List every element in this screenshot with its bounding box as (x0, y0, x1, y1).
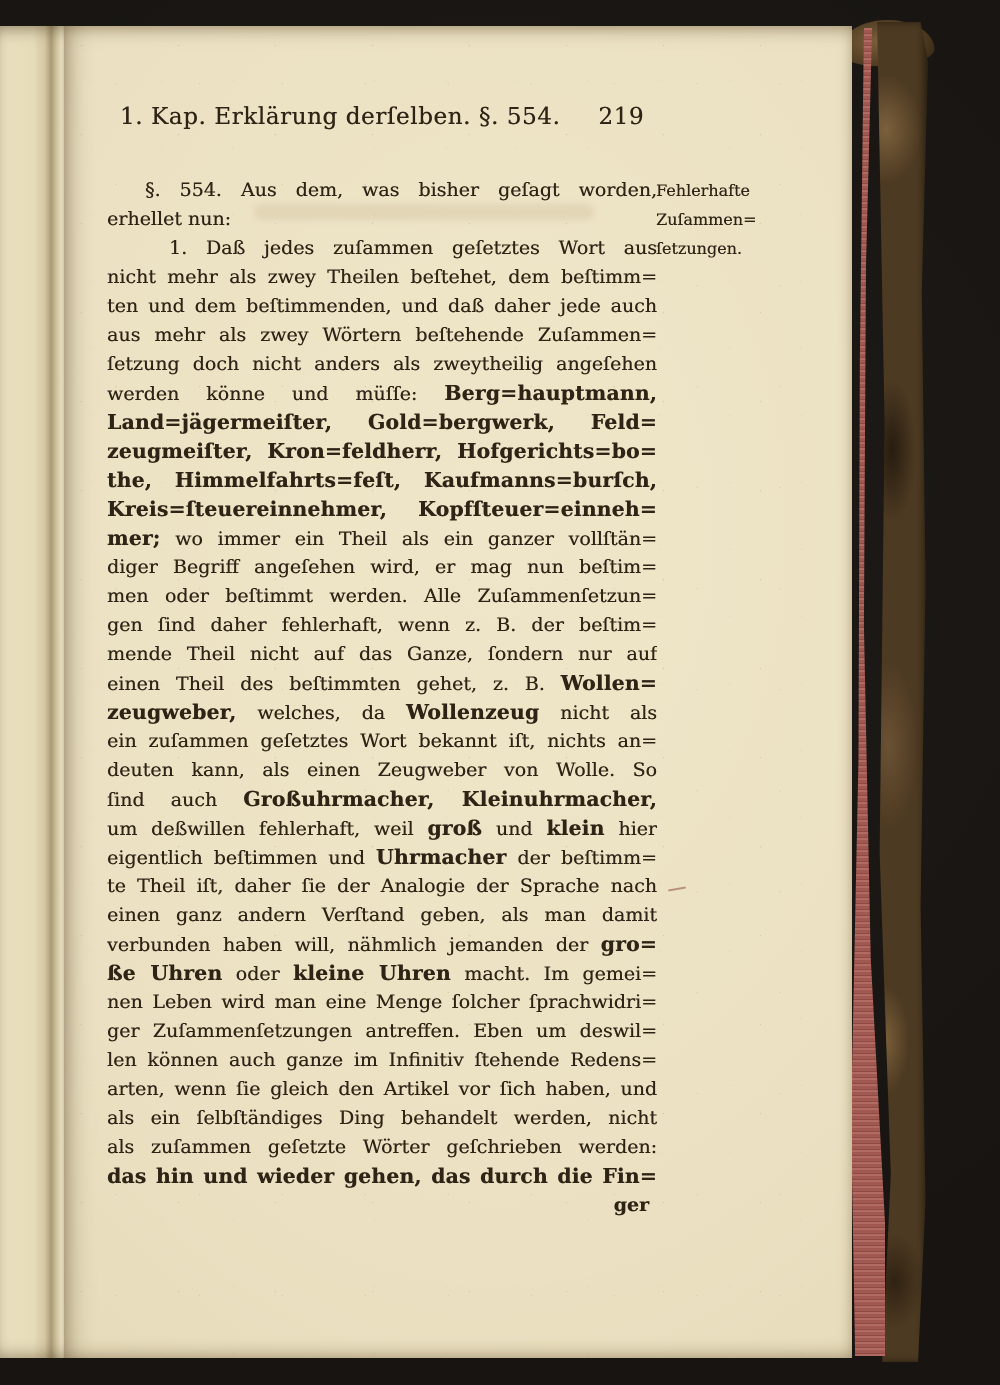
body-text-segment: ein zuſammen geſetztes Wort bekannt iſt, nichts an= (107, 730, 657, 752)
page (64, 26, 852, 1358)
body-line (107, 988, 657, 1017)
emphasized-text: zeugweber, (107, 700, 237, 724)
emphasized-text: zeugmeiſter, Kron=feldherr, Hofgerichts=bo= (107, 439, 657, 463)
body-line (107, 553, 657, 582)
body-text-segment: ſind auch (107, 789, 244, 811)
body-text-segment: ten und dem beſtimmenden, und daß daher jede auch (107, 295, 657, 317)
body-line (107, 205, 657, 234)
body-text-segment: und (482, 818, 547, 840)
handwritten-mark (668, 886, 686, 891)
emphasized-text: gro= (600, 932, 657, 956)
body-line (107, 1162, 657, 1191)
body-text-segment: diger Begriff angeſehen wird, er mag nun beſtim= (107, 556, 657, 578)
body-line (107, 176, 657, 205)
body-text-segment: einen Theil des beſtimmten gehet, z. B. (107, 673, 561, 695)
body-line (107, 379, 657, 408)
margin-note-line: ſetzungen. (656, 239, 742, 258)
emphasized-text: klein (546, 816, 605, 840)
body-text-segment: te Theil iſt, daher ſie der Analogie der Sprache nach (107, 875, 657, 897)
margin-note-line: Fehlerhafte (656, 181, 750, 200)
body-text-segment: nen Leben wird man eine Menge ſolcher ſprachwidri= (107, 991, 657, 1013)
body-text-segment: len können auch ganze im Infinitiv ſtehende Redens= (107, 1049, 657, 1071)
body-line (107, 437, 657, 466)
margin-note (656, 176, 824, 263)
body-text-segment: um deßwillen fehlerhaft, weil (107, 818, 428, 840)
body-line (107, 640, 657, 669)
body-line (107, 814, 657, 843)
body-text-segment: 1. Daß jedes zuſammen geſetztes Wort aus (169, 237, 657, 259)
body-text-segment: aus mehr als zwey Wörtern beſtehende Zuſammen= (107, 324, 657, 346)
body-text-segment: eigentlich beſtimmen und (107, 847, 376, 869)
page-number: 219 (598, 104, 645, 130)
emphasized-text: kleine Uhren (292, 961, 451, 985)
body-line (107, 1017, 657, 1046)
body-line (107, 1133, 657, 1162)
body-text-segment: §. 554. Aus dem, was bisher geſagt worden, (145, 179, 657, 201)
body-text-segment: arten, wenn ſie gleich den Artikel vor ſich haben, und (107, 1078, 657, 1100)
body-line (107, 901, 657, 930)
body-text-segment: nicht als (539, 702, 657, 724)
body-line (107, 756, 657, 785)
emphasized-text: Uhrmacher (375, 845, 507, 869)
emphasized-text: ße Uhren (107, 961, 223, 985)
body-line (107, 234, 657, 263)
body-text-segment: als ein ſelbſtändiges Ding behandelt werden, nicht (107, 1107, 657, 1129)
body-line (107, 466, 657, 495)
body-line (107, 930, 657, 959)
body-line (107, 1104, 657, 1133)
red-fore-edge (851, 28, 885, 1356)
body-text-segment: erhellet nun: (107, 208, 231, 230)
catchword: ger (613, 1194, 649, 1216)
body-line (107, 408, 657, 437)
emphasized-text: Land=jägermeiſter, Gold=bergwerk, Feld= (107, 410, 657, 434)
emphasized-text: das hin und wieder gehen, das durch die Fin= (107, 1164, 657, 1188)
body-text-segment: als zuſammen geſetzte Wörter geſchrieben werden: (107, 1136, 657, 1158)
body-line (107, 582, 657, 611)
body-line (107, 872, 657, 901)
body-text-segment: hier (604, 818, 657, 840)
body-line (107, 495, 657, 524)
body-text-segment: ſetzung doch nicht anders als zweytheilig angeſehen (107, 353, 657, 375)
body-line (107, 292, 657, 321)
body-text-segment: nicht mehr als zwey Theilen beſtehet, dem beſtimm= (107, 266, 657, 288)
body-text-segment: werden könne und müſſe: (107, 383, 445, 405)
body-line (107, 350, 657, 379)
body-line (107, 785, 657, 814)
margin-note-line: Zuſammen= (656, 210, 757, 229)
body-text-segment: der beſtimm= (506, 847, 657, 869)
emphasized-text: mer; (107, 526, 161, 550)
body-line (107, 698, 657, 727)
body-line (107, 524, 657, 553)
body-text (107, 176, 657, 1220)
body-text-segment: deuten kann, als einen Zeugweber von Wolle. So (107, 759, 657, 781)
body-line (107, 263, 657, 292)
emphasized-text: the, Himmelfahrts=feſt, Kaufmanns=burſch, (107, 468, 657, 492)
emphasized-text: Großuhrmacher, Kleinuhrmacher, (243, 787, 657, 811)
emphasized-text: Berg=hauptmann, (444, 381, 657, 405)
emphasized-text: Wollenzeug (405, 700, 540, 724)
body-line (107, 1075, 657, 1104)
body-line (107, 727, 657, 756)
body-text-segment: mende Theil nicht auf das Ganze, ſondern nur auf (107, 643, 657, 665)
body-text-segment: macht. Im gemei= (450, 963, 657, 985)
emphasized-text: Kreis=ſteuereinnehmer, Kopfſteuer=einneh= (107, 497, 657, 521)
body-text-segment: wo immer ein Theil als ein ganzer vollſtän= (160, 528, 657, 550)
body-text-segment: ger Zuſammenſetzungen antreffen. Eben um deswil= (107, 1020, 657, 1042)
body-lines (107, 176, 657, 1191)
body-text-segment: gen ſind daher fehlerhaft, wenn z. B. der beſtim= (107, 614, 657, 636)
body-text-segment: einen ganz andern Verſtand geben, als man damit (107, 904, 657, 926)
body-text-segment: oder (222, 963, 293, 985)
emphasized-text: Wollen= (560, 671, 657, 695)
body-line (107, 843, 657, 872)
body-line (107, 959, 657, 988)
page-header (107, 104, 657, 130)
emphasized-text: groß (427, 816, 483, 840)
running-title: 1. Kap. Erklärung derſelben. §. 554. (119, 104, 561, 130)
body-text-segment: verbunden haben will, nähmlich jemanden der (107, 934, 601, 956)
body-line (107, 611, 657, 640)
body-line (107, 669, 657, 698)
previous-page-edge (0, 26, 64, 1358)
body-line (107, 321, 657, 350)
body-text-segment: men oder beſtimmt werden. Alle Zuſammenſetzun= (107, 585, 657, 607)
body-line (107, 1046, 657, 1075)
body-text-segment: welches, da (236, 702, 406, 724)
